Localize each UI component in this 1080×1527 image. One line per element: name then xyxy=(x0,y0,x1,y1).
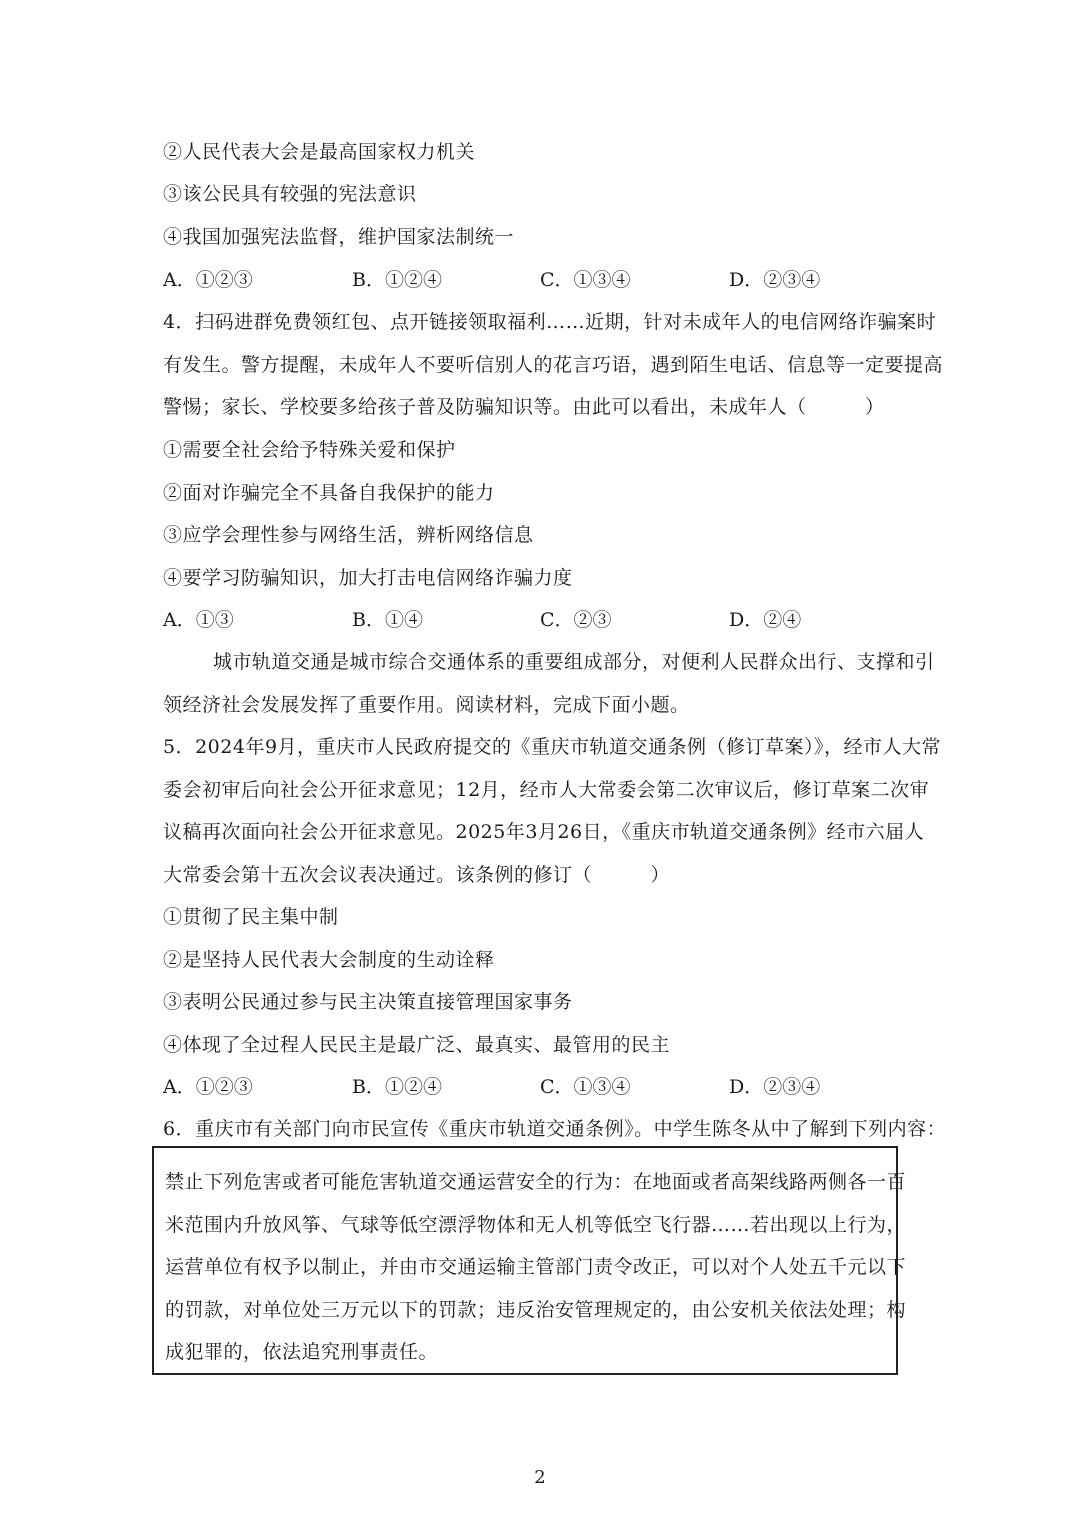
q5-stem-line-1: 5．2024年9月，重庆市人民政府提交的《重庆市轨道交通条例（修订草案）》，经市人大常 xyxy=(163,736,942,758)
q6-box-line-4: 的罚款，对单位处三万元以下的罚款；违反治安管理规定的，由公安机关依法处理；构 xyxy=(165,1299,907,1321)
q4-stem-line-2: 有发生。警方提醒，未成年人不要听信别人的花言巧语，遇到陌生电话、信息等一定要提高 xyxy=(163,354,944,376)
q4-item-4: ④要学习防骗知识，加大打击电信网络诈骗力度 xyxy=(163,567,573,589)
q6-box-line-5: 成犯罪的，依法追究刑事责任。 xyxy=(165,1341,439,1363)
q6-stem: 6．重庆市有关部门向市民宣传《重庆市轨道交通条例》。中学生陈冬从中了解到下列内容： xyxy=(163,1118,947,1140)
page-number: 2 xyxy=(534,1467,546,1488)
q5-stem-line-2: 委会初审后向社会公开征求意见；12月，经市人大常委会第二次审议后，修订草案二次审 xyxy=(163,779,930,801)
q5-item-3: ③表明公民通过参与民主决策直接管理国家事务 xyxy=(163,991,573,1013)
q3-option-c: C．①③④ xyxy=(540,269,631,291)
q4-option-d: D．②④ xyxy=(729,609,802,631)
q4-stem-line-3: 警惕；家长、学校要多给孩子普及防骗知识等。由此可以看出，未成年人（ ） xyxy=(163,396,885,418)
q3-option-d: D．②③④ xyxy=(729,269,821,291)
q3-options xyxy=(163,264,923,296)
q3-option-a: A．①②③ xyxy=(163,269,253,291)
q4-option-c: C．②③ xyxy=(540,609,612,631)
q4-item-1: ①需要全社会给予特殊关爱和保护 xyxy=(163,439,456,461)
q5-item-2: ②是坚持人民代表大会制度的生动诠释 xyxy=(163,949,495,971)
q5-option-c: C．①③④ xyxy=(540,1076,631,1098)
q5-option-a: A．①②③ xyxy=(163,1076,253,1098)
q5-item-1: ①贯彻了民主集中制 xyxy=(163,906,339,928)
q6-box-line-2: 米范围内升放风筝、气球等低空漂浮物体和无人机等低空飞行器……若出现以上行为， xyxy=(165,1214,907,1236)
q5-option-b: B．①②④ xyxy=(352,1076,442,1098)
q5-stem-line-4: 大常委会第十五次会议表决通过。该条例的修订（ ） xyxy=(163,864,671,886)
q4-options xyxy=(163,604,923,636)
q3-item-3: ③该公民具有较强的宪法意识 xyxy=(163,183,417,205)
material-line-2: 领经济社会发展发挥了重要作用。阅读材料，完成下面小题。 xyxy=(163,694,690,716)
q6-material-box xyxy=(152,1146,907,1375)
q3-item-4: ④我国加强宪法监督，维护国家法制统一 xyxy=(163,226,515,248)
q3-item-2: ②人民代表大会是最高国家权力机关 xyxy=(163,141,476,163)
q4-stem-line-1: 4．扫码进群免费领红包、点开链接领取福利……近期，针对未成年人的电信网络诈骗案时 xyxy=(163,311,937,333)
q3-option-b: B．①②④ xyxy=(352,269,442,291)
q4-item-3: ③应学会理性参与网络生活，辨析网络信息 xyxy=(163,524,534,546)
q5-option-d: D．②③④ xyxy=(729,1076,821,1098)
q4-option-b: B．①④ xyxy=(352,609,423,631)
q4-option-a: A．①③ xyxy=(163,609,234,631)
material-line-1: 城市轨道交通是城市综合交通体系的重要组成部分，对便利人民群众出行、支撑和引 xyxy=(213,651,935,673)
q5-stem-line-3: 议稿再次面向社会公开征求意见。2025年3月26日，《重庆市轨道交通条例》经市六届人 xyxy=(163,821,925,843)
q6-box-line-1: 禁止下列危害或者可能危害轨道交通运营安全的行为：在地面或者高架线路两侧各一百 xyxy=(165,1171,907,1193)
q5-item-4: ④体现了全过程人民民主是最广泛、最真实、最管用的民主 xyxy=(163,1034,671,1056)
q6-box-line-3: 运营单位有权予以制止，并由市交通运输主管部门责令改正，可以对个人处五千元以下 xyxy=(165,1256,907,1278)
q4-item-2: ②面对诈骗完全不具备自我保护的能力 xyxy=(163,482,495,504)
q5-options xyxy=(163,1071,923,1103)
